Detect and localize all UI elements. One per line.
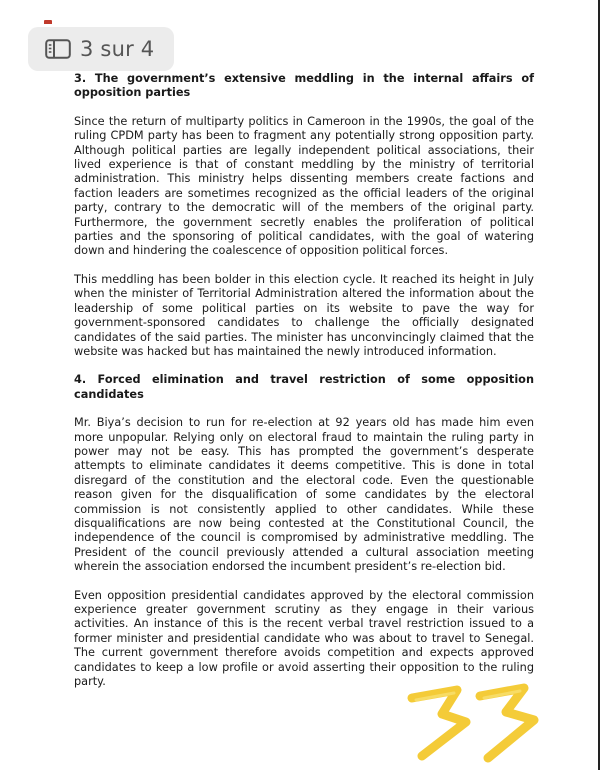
sidebar-panel-icon (45, 39, 71, 59)
document-body (74, 72, 534, 703)
bb-watermark (402, 676, 552, 766)
section-4-paragraph-2: Even opposition presidential candidates approved by the electoral commission experience greater government scrutiny as they engage in their various activities. An instance of this is the recent verbal travel restriction issued to a former minister and presidential candidate who was about to travel to Senegal. The current government therefore avoids competition and expects approved candidates to keep a low profile or avoid asserting their opposition to the ruling party. (74, 588, 534, 689)
section-4-paragraph-1: Mr. Biya’s decision to run for re-election at 92 years old has made him even more unpopular. Relying only on electoral fraud to maintain the ruling party in power may not be easy. This has prompted the government’s desperate attempts to eliminate candidates it deems competitive. This is done in total disregard of the constitution and the electoral code. Even the questionable reason given for the disqualification of some candidates by the electoral commission is not consistently applied to other candidates. While these disqualifications are now being contested at the Constitutional Council, the independence of the council is compromised by administrative meddling. The President of the council previously attended a cultural association meeting wherein the association endorsed the incumbent president’s re-election bid. (74, 416, 534, 574)
page-indicator-badge[interactable] (28, 27, 174, 71)
header-logo-fragment (40, 14, 140, 24)
section-3-heading: 3. The government’s extensive meddling in the internal affairs of opposition parties (74, 72, 534, 100)
section-3-paragraph-1: Since the return of multiparty politics in Cameroon in the 1990s, the goal of the ruling CPDM party has been to fragment any potentially strong opposition party. Although political parties are legally independent political associations, their lived experience is that of constant meddling by the ministry of territorial administration. This ministry helps dissenting members create factions and faction leaders are sometimes recognized as the official leaders of the original party, contrary to the democratic will of the members of the original party. Furthermore, the government secretly enables the proliferation of political parties and the sponsoring of political candidates, with the goal of watering down and hindering the coalescence of opposition political forces. (74, 114, 534, 258)
logo-red-mark (44, 20, 52, 24)
page-indicator-label: 3 sur 4 (80, 37, 155, 61)
section-4-heading: 4. Forced elimination and travel restriction of some opposition candidates (74, 373, 534, 401)
section-3-paragraph-2: This meddling has been bolder in this election cycle. It reached its height in July when the minister of Territorial Administration altered the information about the leadership of some political parties on its website to pave the way for government-sponsored candidates to challenge the officially designated candidates of the said parties. The minister has unconvincingly claimed that the website was hacked but has maintained the newly introduced information. (74, 272, 534, 358)
